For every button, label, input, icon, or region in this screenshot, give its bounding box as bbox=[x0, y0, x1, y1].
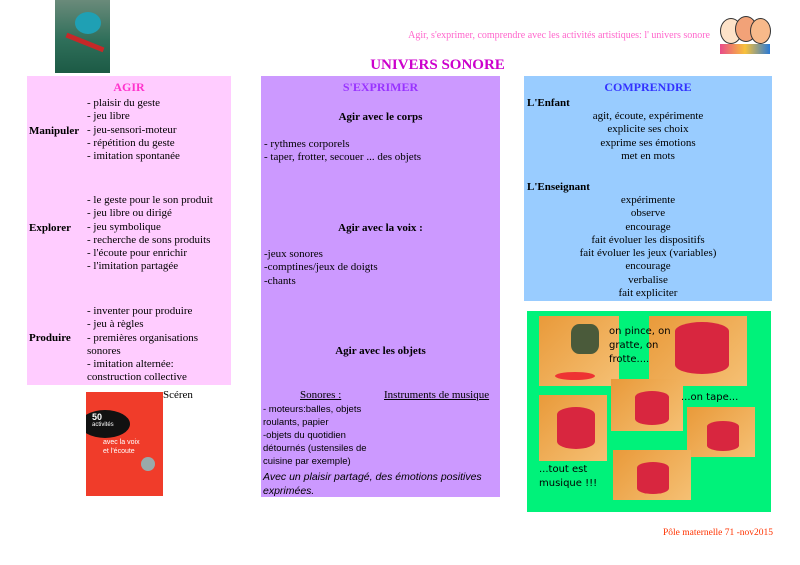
group-label-explorer: Explorer bbox=[29, 222, 71, 234]
list-item: - jeu à règles bbox=[87, 318, 144, 331]
list-item: agit, écoute, expérimente bbox=[592, 110, 704, 122]
list-item: - imitation alternée: construction collective bbox=[87, 358, 187, 384]
list-item: encourage bbox=[625, 220, 671, 233]
list-item: fait évoluer les dispositifs bbox=[591, 233, 705, 246]
list-item: exprime ses émotions bbox=[600, 136, 696, 149]
book-title-2: et l'écoute bbox=[103, 448, 135, 455]
list-item: met en mots bbox=[621, 149, 675, 162]
list-item: - jeu libre ou dirigé bbox=[87, 207, 172, 220]
list-item: - l'imitation partagée bbox=[87, 260, 179, 273]
book-publisher: Scéren bbox=[163, 389, 193, 401]
photo-drum-5 bbox=[613, 450, 691, 500]
list-item: - jeu libre bbox=[87, 110, 130, 123]
list-item: -jeux sonores bbox=[264, 248, 323, 260]
list-item: expérimente bbox=[620, 194, 676, 206]
comprendre-title: COMPRENDRE bbox=[604, 80, 692, 94]
list-item: - recherche de sons produits bbox=[87, 233, 211, 246]
list-item: - premières organisations sonores bbox=[87, 331, 198, 357]
corps-heading: Agir avec le corps bbox=[338, 111, 423, 123]
book-title-1: avec la voix bbox=[103, 439, 140, 446]
sonores-label: Sonores : bbox=[300, 389, 342, 401]
list-item: - taper, frotter, secouer ... des objets bbox=[264, 151, 422, 164]
children-logo bbox=[720, 12, 770, 54]
list-item: observe bbox=[630, 207, 666, 220]
footer-credit: Pôle maternelle 71 -nov2015 bbox=[663, 528, 774, 538]
agir-title: AGIR bbox=[113, 80, 145, 94]
enfant-label: L'Enfant bbox=[527, 97, 570, 109]
photo-drum-3 bbox=[611, 379, 683, 431]
photo-tin-balloon bbox=[539, 316, 619, 386]
corps-list bbox=[264, 138, 421, 165]
list-item: verbalise bbox=[628, 273, 668, 286]
list-item: - répétition du geste bbox=[87, 136, 175, 149]
objets-list bbox=[263, 403, 373, 468]
list-item: - inventer pour produire bbox=[87, 305, 193, 317]
produire-list bbox=[87, 305, 207, 385]
list-item: -comptines/jeux de doigts bbox=[264, 261, 378, 274]
list-item: - le geste pour le son produit bbox=[87, 194, 213, 206]
list-item: -objets du quotidien détournés (ustensiles de cuisine par exemple) bbox=[263, 430, 367, 467]
manipuler-list bbox=[87, 97, 232, 163]
list-item: - rythmes corporels bbox=[264, 138, 350, 150]
book-cover bbox=[86, 392, 163, 496]
list-item: - jeu-sensori-moteur bbox=[87, 123, 177, 136]
objets-heading: Agir avec les objets bbox=[335, 345, 426, 357]
explorer-list bbox=[87, 194, 232, 274]
caption-pince: on pince, on gratte, on frotte.... bbox=[609, 326, 671, 365]
photo-drum-2 bbox=[539, 395, 607, 461]
list-item: -chants bbox=[264, 274, 296, 287]
list-item: - l'écoute pour enrichir bbox=[87, 247, 188, 260]
list-item: fait évoluer les jeux (variables) bbox=[579, 247, 717, 260]
list-item: - plaisir du geste bbox=[87, 97, 161, 109]
list-item: fait expliciter bbox=[618, 287, 678, 300]
caption-musique: ...tout est musique !!! bbox=[539, 464, 598, 489]
list-item: explicite ses choix bbox=[607, 123, 689, 136]
group-label-produire: Produire bbox=[29, 332, 71, 344]
list-item: - imitation spontanée bbox=[87, 150, 180, 163]
photo-collage bbox=[527, 311, 771, 512]
instruments-label: Instruments de musique bbox=[384, 389, 490, 401]
conclusion: Avec un plaisir partagé, des émotions positives exprimées. bbox=[263, 471, 482, 497]
voix-heading: Agir avec la voix : bbox=[338, 222, 423, 234]
enfant-list bbox=[524, 110, 772, 163]
enseignant-label: L'Enseignant bbox=[527, 181, 590, 193]
enseignant-list bbox=[524, 194, 772, 300]
list-item: - moteurs:balles, objets roulants, papier bbox=[263, 404, 362, 428]
group-label-manipuler: Manipuler bbox=[29, 125, 80, 137]
book-activites: activités bbox=[92, 422, 114, 428]
exprimer-title: S'EXPRIMER bbox=[342, 80, 419, 94]
book-number: 50 bbox=[92, 412, 103, 422]
subtitle: Agir, s'exprimer, comprendre avec les activités artistiques: l' univers sonore bbox=[408, 30, 710, 41]
page-title: UNIVERS SONORE bbox=[370, 57, 505, 73]
photo-drum-4 bbox=[687, 407, 755, 457]
voix-list bbox=[264, 248, 378, 288]
list-item: encourage bbox=[625, 260, 671, 273]
list-item: - jeu symbolique bbox=[87, 220, 161, 233]
caption-tape: ...on tape... bbox=[681, 392, 739, 403]
